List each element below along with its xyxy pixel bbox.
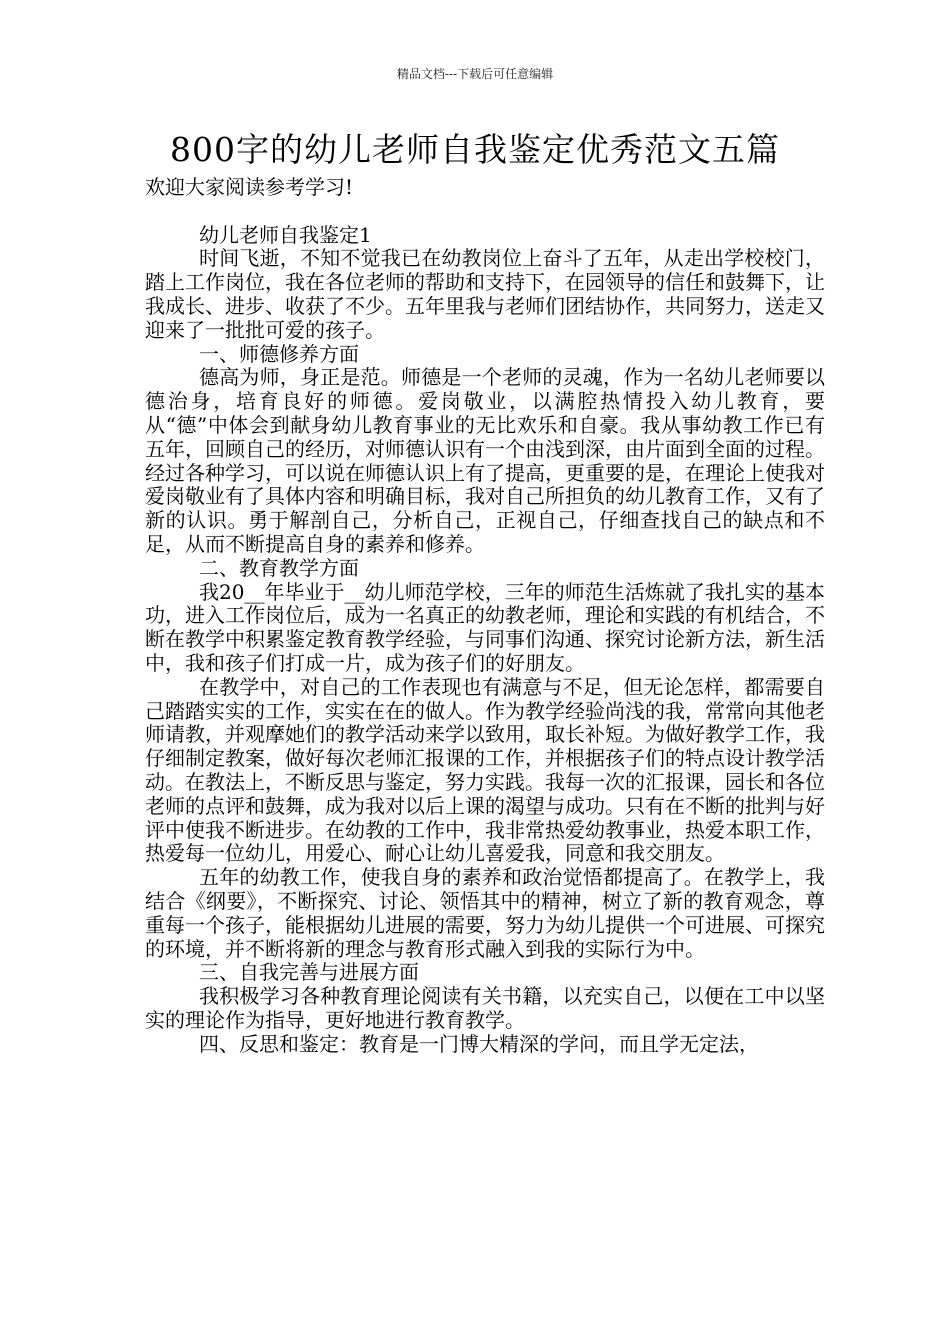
paragraph-teaching-1: 我20__年毕业于__幼儿师范学校，三年的师范生活炼就了我扎实的基本功，进入工作岗位后，成为一名真正的幼教老师，理论和实践的有机结合，不断在教学中积累鉴定教育教学经验，与同事们沟通、探究讨论新方法，新生活中，我和孩子们打成一片，成为孩子们的好朋友。 [145,579,825,675]
welcome-line: 欢迎大家阅读参考学习! [145,175,354,199]
paragraph-ethics: 德高为师，身正是范。师德是一个老师的灵魂，作为一名幼儿老师要以德治身，培育良好的师德。爱岗敬业，以满腔热情投入幼儿教育，要从“德”中体会到献身幼儿教育事业的无比欢乐和自豪。我从事幼教工作已有五年，回顾自己的经历，对师德认识有一个由浅到深，由片面到全面的过程。经过各种学习，可以说在师德认识上有了提高，更重要的是，在理论上使我对爱岗敬业有了具体内容和明确目标，我对自己所担负的幼儿教育工作，又有了新的认识。勇于解剖自己，分析自己，正视自己，仔细查找自己的缺点和不足，从而不断提高自身的素养和修养。 [145,365,825,556]
paragraph-intro: 时间飞逝，不知不觉我已在幼教岗位上奋斗了五年，从走出学校校门，踏上工作岗位，我在各位老师的帮助和支持下，在园领导的信任和鼓舞下，让我成长、进步、收获了不少。五年里我与老师们团结协作，共同努力，送走又迎来了一批批可爱的孩子。 [145,246,825,342]
document-body [145,176,825,1056]
heading-ethics: 一、师德修养方面 [199,341,359,366]
paragraph-reflection: 四、反思和鉴定：教育是一门博大精深的学问，而且学无定法， [199,1031,759,1056]
heading-self-improvement: 三、自我完善与进展方面 [199,960,419,985]
header-note: 精品文档---下载后可任意编辑 [396,67,554,81]
document-title: 800字的幼儿老师自我鉴定优秀范文五篇 [170,130,780,169]
paragraph-self-improvement: 我积极学习各种教育理论阅读有关书籍，以充实自己，以便在工中以坚实的理论作为指导，更好地进行教育教学。 [145,984,825,1032]
section-title: 幼儿老师自我鉴定1 [199,222,372,247]
paragraph-teaching-3: 五年的幼教工作，使我自身的素养和政治觉悟都提高了。在教学上，我结合《纲要》，不断探究、讨论、领悟其中的精神，树立了新的教育观念，尊重每一个孩子，能根据幼儿进展的需要，努力为幼儿提供一个可进展、可探究的环境，并不断将新的理念与教育形式融入到我的实际行为中。 [145,865,825,961]
heading-teaching: 二、教育教学方面 [199,555,359,580]
blank-line [145,200,825,224]
paragraph-teaching-2: 在教学中，对自己的工作表现也有满意与不足，但无论怎样，都需要自己踏踏实实的工作，实实在在的做人。作为教学经验尚浅的我，常常向其他老师请教，并观摩她们的教学活动来学以致用，取长补短。为做好教学工作，我仔细制定教案，做好每次老师汇报课的工作，并根据孩子们的特点设计教学活动。在教法上，不断反思与鉴定，努力实践。我每一次的汇报课，园长和各位老师的点评和鼓舞，成为我对以后上课的渴望与成功。只有在不断的批判与好评中使我不断进步。在幼教的工作中，我非常热爱幼教事业，热爱本职工作，热爱每一位幼儿，用爱心、耐心让幼儿喜爱我，同意和我交朋友。 [145,674,825,866]
